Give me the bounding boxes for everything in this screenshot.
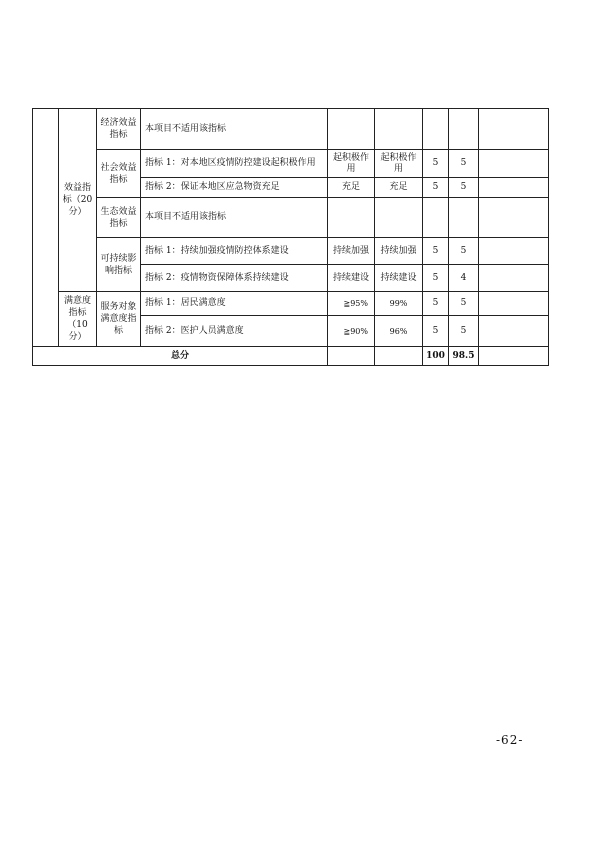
- indicator-cell: 本项目不适用该指标: [141, 109, 328, 150]
- blank-cell: [375, 347, 423, 366]
- remark-cell: [479, 292, 549, 316]
- remark-cell: [479, 265, 549, 292]
- table-row: [33, 238, 549, 265]
- weight-cell: 5: [423, 150, 449, 178]
- actual-cell: 96%: [375, 316, 423, 347]
- score-cell: 4: [449, 265, 479, 292]
- actual-cell: [375, 109, 423, 150]
- weight-cell: 5: [423, 265, 449, 292]
- actual-cell: 充足: [375, 178, 423, 198]
- total-score: 98.5: [449, 347, 479, 366]
- indicator-cell: 指标 1：持续加强疫情防控体系建设: [141, 238, 328, 265]
- target-cell: 持续加强: [328, 238, 375, 265]
- target-cell: 起积极作用: [328, 150, 375, 178]
- remark-cell: [479, 198, 549, 238]
- weight-cell: [423, 109, 449, 150]
- table-row: [33, 109, 549, 150]
- weight-cell: 5: [423, 178, 449, 198]
- target-cell: 充足: [328, 178, 375, 198]
- sub-category-cell: 社会效益指标: [97, 150, 141, 198]
- score-cell: 5: [449, 238, 479, 265]
- actual-cell: 起积极作用: [375, 150, 423, 178]
- blank-level1-cell: [33, 109, 59, 347]
- score-cell: 5: [449, 316, 479, 347]
- actual-cell: 持续建设: [375, 265, 423, 292]
- remark-cell: [479, 316, 549, 347]
- total-weight: 100: [423, 347, 449, 366]
- indicator-cell: 指标 2：医护人员满意度: [141, 316, 328, 347]
- sub-category-cell: 经济效益指标: [97, 109, 141, 150]
- weight-cell: 5: [423, 316, 449, 347]
- target-cell: [328, 198, 375, 238]
- page-number: -62-: [496, 733, 524, 747]
- sub-category-cell: 服务对象满意度指标: [97, 292, 141, 347]
- weight-cell: 5: [423, 238, 449, 265]
- indicator-cell: 指标 1：对本地区疫情防控建设起积极作用: [141, 150, 328, 178]
- score-cell: [449, 198, 479, 238]
- remark-cell: [479, 109, 549, 150]
- category-satisfaction-cell: 满意度指标（10分）: [59, 292, 97, 347]
- table-row: [33, 292, 549, 316]
- target-cell: [328, 109, 375, 150]
- score-cell: 5: [449, 178, 479, 198]
- score-cell: 5: [449, 292, 479, 316]
- actual-cell: 99%: [375, 292, 423, 316]
- actual-cell: 持续加强: [375, 238, 423, 265]
- table-row: [33, 198, 549, 238]
- sub-category-cell: 生态效益指标: [97, 198, 141, 238]
- weight-cell: 5: [423, 292, 449, 316]
- performance-indicator-table: [32, 108, 549, 366]
- total-row: [33, 347, 549, 366]
- sub-category-cell: 可持续影响指标: [97, 238, 141, 292]
- remark-cell: [479, 238, 549, 265]
- target-cell: ≧90%: [328, 316, 375, 347]
- target-cell: ≧95%: [328, 292, 375, 316]
- remark-cell: [479, 347, 549, 366]
- indicator-cell: 本项目不适用该指标: [141, 198, 328, 238]
- indicator-cell: 指标 2：保证本地区应急物资充足: [141, 178, 328, 198]
- actual-cell: [375, 198, 423, 238]
- remark-cell: [479, 150, 549, 178]
- blank-cell: [328, 347, 375, 366]
- weight-cell: [423, 198, 449, 238]
- remark-cell: [479, 178, 549, 198]
- table-row: [33, 150, 549, 178]
- indicator-cell: 指标 1：居民满意度: [141, 292, 328, 316]
- indicator-cell: 指标 2：疫情物资保障体系持续建设: [141, 265, 328, 292]
- score-cell: [449, 109, 479, 150]
- category-benefit-cell: 效益指标（20分）: [59, 109, 97, 292]
- score-cell: 5: [449, 150, 479, 178]
- target-cell: 持续建设: [328, 265, 375, 292]
- total-label: 总分: [33, 347, 328, 366]
